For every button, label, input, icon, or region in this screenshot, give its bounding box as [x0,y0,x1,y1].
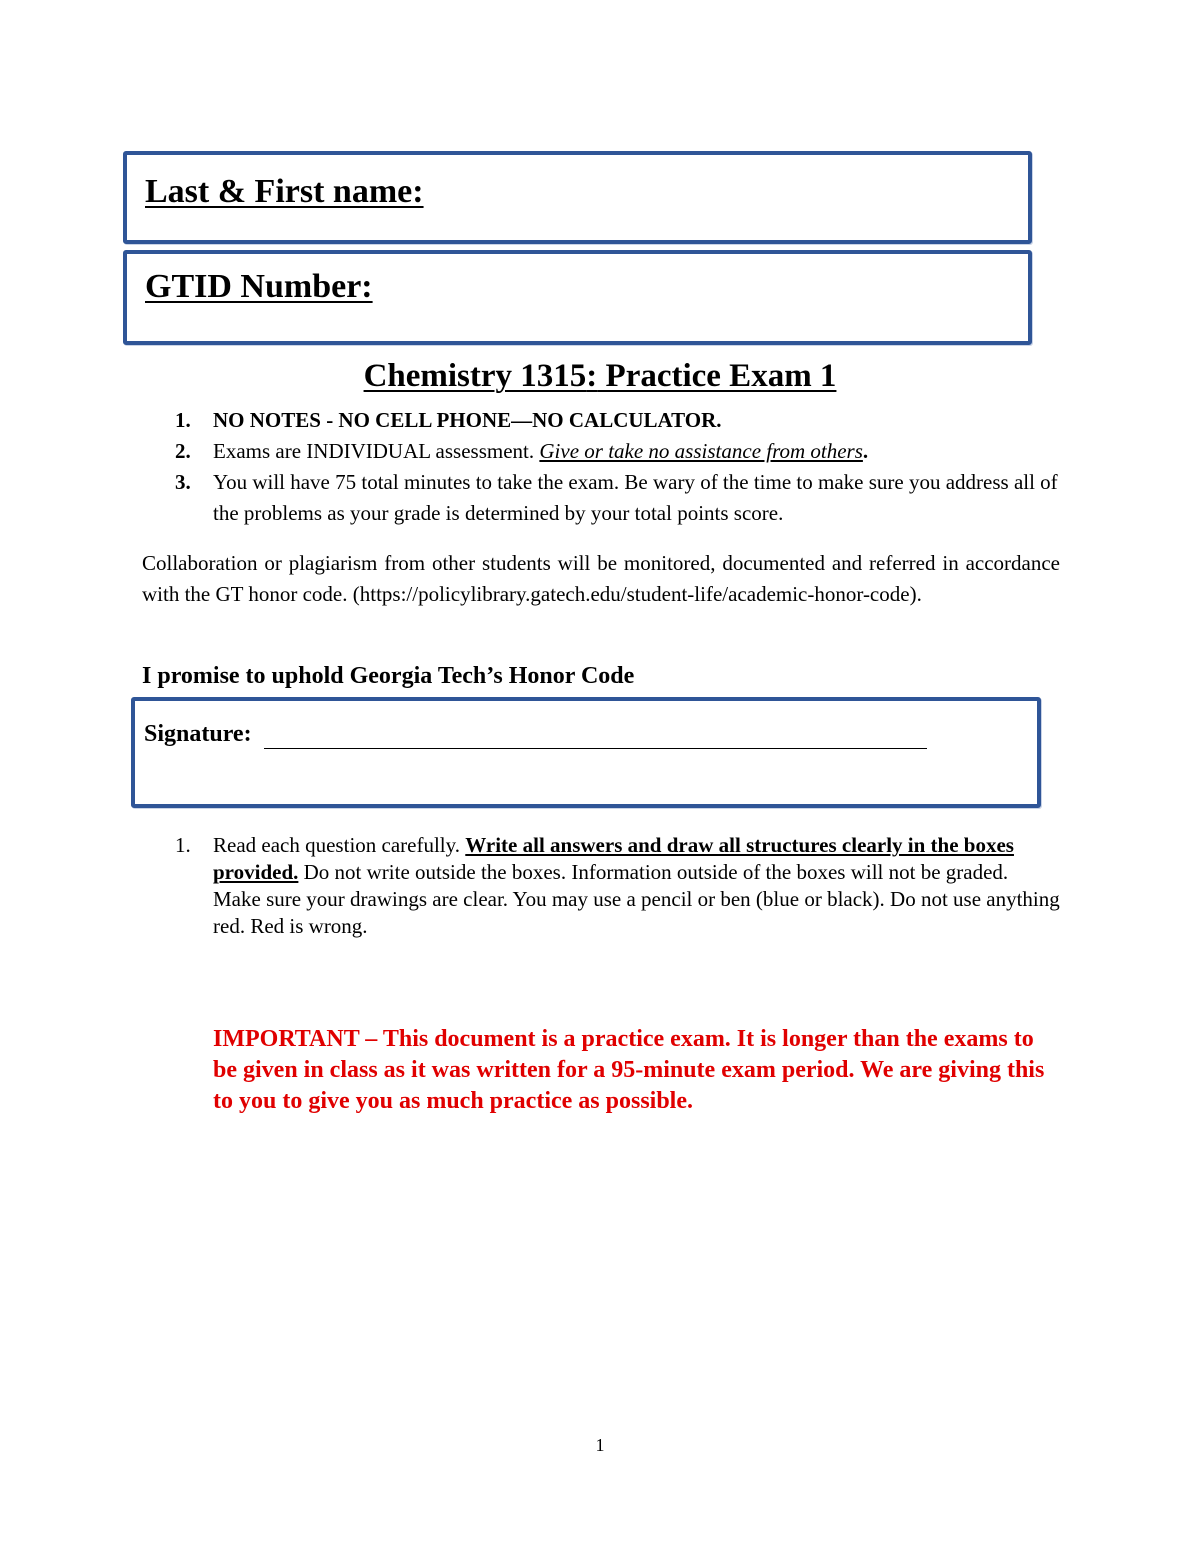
instruction-part-1: Read each question carefully. [213,833,466,857]
gtid-field-box[interactable] [123,250,1032,345]
rule-item [175,436,1070,467]
exam-name: Practice Exam 1 [597,358,837,394]
instruction-part-3: Do not write outside the boxes. Information outside of the boxes will not be graded. Make sure your drawings are clear. You may use a pencil or ben (blue or black). Do not use anything red. Red is wrong. [213,860,1060,938]
collaboration-notice: Collaboration or plagiarism from other students will be monitored, documented and referred in accordance with the GT honor code. (https://policylibrary.gatech.edu/student-life/academic-honor-code). [142,551,1060,606]
signature-line[interactable] [264,748,927,749]
rule-number: 1. [175,408,191,432]
gtid-label: GTID Number: [145,268,373,305]
rule-number: 3. [175,470,191,494]
rule-number: 2. [175,439,191,463]
instruction-text [175,832,1060,940]
signature-label: Signature: [144,721,252,747]
title-colon: : [586,358,598,394]
instructions-item [175,832,1060,940]
name-label: Last & First name: [145,173,424,210]
rule-period: . [862,439,869,463]
rule-emphasis: Give or take no assistance from others [539,439,863,463]
instruction-number: 1. [175,833,191,857]
rule-text: You will have 75 total minutes to take the exam. Be wary of the time to make sure you address all of the problems as your grade is determined by your total points score. [213,470,1058,525]
name-field-box[interactable] [123,151,1032,244]
page-number: 1 [595,1435,605,1455]
rule-item [175,467,1070,529]
course-name: Chemistry 1315 [363,358,587,394]
important-notice: IMPORTANT – This document is a practice exam. It is longer than the exams to be given in class as it was written for a 95-minute exam period. We are giving this to you to give you as much practice as possible. [213,1026,1045,1114]
rules-list [175,405,1070,529]
rule-text: Exams are INDIVIDUAL assessment. [213,439,540,463]
rule-text: NO NOTES - NO CELL PHONE—NO CALCULATOR. [213,408,722,432]
page-title [0,358,1200,395]
signature-box[interactable] [131,697,1041,808]
rule-item [175,405,1070,436]
honor-promise: I promise to uphold Georgia Tech’s Honor Code [142,663,635,689]
instruction-emphasis: Write all answers and draw all structures clearly in the boxes provided. [213,833,1014,884]
